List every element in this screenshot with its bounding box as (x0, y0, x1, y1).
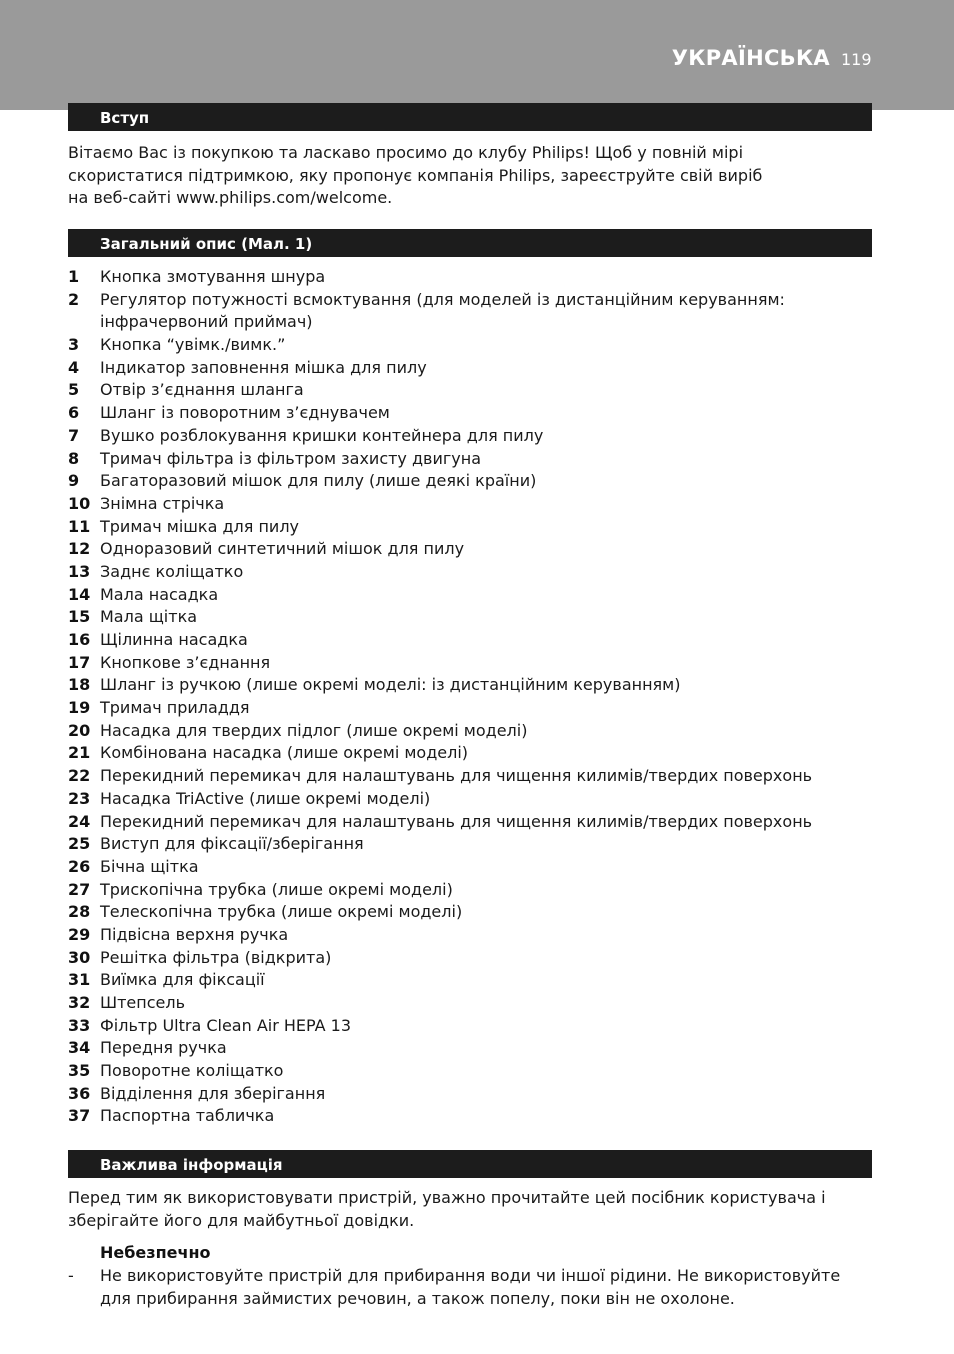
intro-line: Вітаємо Вас із покупкою та ласкаво просимо до клубу Philips! Щоб у повній мірі (68, 143, 744, 162)
list-item-text (100, 538, 464, 561)
list-item-line: Паспортна табличка (100, 1106, 275, 1126)
list-item-text (100, 901, 462, 924)
list-item-number: 34 (68, 1038, 91, 1058)
list-item-line: Відділення для зберігання (100, 1083, 326, 1103)
list-item-line: Поворотне коліщатко (100, 1061, 284, 1081)
list-item-number: 13 (68, 561, 91, 581)
list-item-number: 7 (68, 425, 80, 445)
list-item (0, 765, 954, 788)
list-item-text (100, 765, 812, 788)
list-item (0, 629, 954, 652)
danger-bullet-line: для прибирання займистих речовин, а також попелу, поки він не охолоне. (100, 1288, 735, 1308)
list-item-text (100, 742, 468, 765)
list-item-number: 21 (68, 743, 91, 763)
list-item-number: 18 (68, 675, 91, 695)
list-item-number: 22 (68, 766, 91, 786)
list-item-line: Кнопкове з’єднання (100, 652, 271, 672)
list-item (0, 1060, 954, 1083)
section-heading-intro: Вступ (68, 103, 872, 131)
list-item-number: 3 (68, 335, 80, 355)
list-item-number: 10 (68, 493, 91, 513)
list-item-line: Регулятор потужності всмоктування (для моделей із дистанційним керуванням: (100, 289, 785, 309)
list-item-number: 27 (68, 879, 91, 899)
list-item-number: 28 (68, 902, 91, 922)
danger-heading: Небезпечно (100, 1243, 211, 1262)
list-item-number: 32 (68, 993, 91, 1013)
list-item (0, 788, 954, 811)
list-item-line: Штепсель (100, 993, 186, 1013)
list-item-text (100, 357, 427, 380)
list-item-number: 26 (68, 856, 91, 876)
list-item (0, 947, 954, 970)
bullet-dash: - (68, 1266, 74, 1285)
list-item (0, 652, 954, 675)
list-item-number: 8 (68, 448, 80, 468)
page-header-bar (0, 0, 954, 110)
list-item (0, 425, 954, 448)
list-item-text (100, 652, 270, 675)
list-item-text (100, 879, 453, 902)
list-item-number: 37 (68, 1106, 91, 1126)
list-item-line: Заднє коліщатко (100, 561, 244, 581)
list-item-text (100, 969, 265, 992)
list-item (0, 992, 954, 1015)
list-item (0, 1083, 954, 1106)
list-item-number: 15 (68, 607, 91, 627)
list-item-number: 1 (68, 267, 80, 286)
list-item-number: 14 (68, 584, 91, 604)
list-item (0, 924, 954, 947)
list-item-text (100, 1037, 227, 1060)
list-item-number: 25 (68, 834, 91, 854)
list-item (0, 379, 954, 402)
list-item-line: Індикатор заповнення мішка для пилу (100, 357, 427, 377)
list-item-text (100, 1083, 325, 1106)
list-item (0, 289, 954, 334)
list-item-line: Тримач фільтра із фільтром захисту двигуна (100, 448, 482, 468)
list-item-text (100, 516, 299, 539)
list-item-text (100, 629, 248, 652)
list-item-text (100, 788, 430, 811)
list-item-number: 5 (68, 380, 80, 400)
list-item (0, 697, 954, 720)
list-item-number: 4 (68, 357, 80, 377)
list-item (0, 742, 954, 765)
list-item-line: Кнопка “увімк./вимк.” (100, 335, 286, 355)
list-item-text (100, 470, 536, 493)
list-item-text (100, 856, 199, 879)
list-item-number: 2 (68, 289, 80, 309)
list-item-line: Виїмка для фіксації (100, 970, 265, 990)
list-item-line: Щілинна насадка (100, 630, 248, 650)
parts-list (0, 266, 954, 1128)
list-item-text (100, 584, 218, 607)
list-item-number: 31 (68, 970, 91, 990)
list-item-line: Решітка фільтра (відкрита) (100, 947, 332, 967)
list-item-text (100, 379, 304, 402)
list-item-text (100, 448, 481, 471)
danger-bullet-line: Не використовуйте пристрій для прибирання води чи іншої рідини. Не використовуйте (100, 1266, 841, 1285)
list-item (0, 561, 954, 584)
list-item-line: Мала насадка (100, 584, 219, 604)
list-item-number: 19 (68, 698, 91, 718)
page-number: 119 (841, 50, 872, 69)
list-item (0, 606, 954, 629)
list-item (0, 674, 954, 697)
list-item (0, 879, 954, 902)
section-heading-general: Загальний опис (Мал. 1) (68, 229, 872, 257)
intro-paragraph (68, 142, 868, 210)
list-item (0, 470, 954, 493)
list-item-text (100, 697, 250, 720)
list-item (0, 448, 954, 471)
list-item-line: Тримач приладдя (100, 698, 250, 718)
list-item (0, 538, 954, 561)
list-item (0, 1015, 954, 1038)
list-item (0, 516, 954, 539)
list-item-text (100, 561, 243, 584)
list-item-number: 9 (68, 471, 80, 491)
important-line: Перед тим як використовувати пристрій, уважно прочитайте цей посібник користувача і (68, 1188, 826, 1207)
list-item-line: Кнопка змотування шнура (100, 267, 326, 286)
danger-bullet-text (100, 1265, 840, 1310)
list-item-line: Знімна стрічка (100, 493, 225, 513)
list-item-line: Вушко розблокування кришки контейнера для пилу (100, 425, 544, 445)
list-item-line: Підвісна верхня ручка (100, 924, 289, 944)
list-item-text (100, 992, 185, 1015)
list-item-line: Насадка для твердих підлог (лише окремі моделі) (100, 720, 528, 740)
list-item-text (100, 425, 543, 448)
list-item-line: Передня ручка (100, 1038, 227, 1058)
list-item (0, 969, 954, 992)
list-item-number: 24 (68, 811, 91, 831)
list-item-text (100, 924, 288, 947)
list-item-text (100, 833, 364, 856)
list-item-number: 6 (68, 403, 80, 423)
list-item-text (100, 1015, 351, 1038)
important-paragraph (68, 1187, 868, 1232)
list-item-text (100, 493, 224, 516)
list-item-number: 23 (68, 788, 91, 808)
list-item-text (100, 720, 527, 743)
list-item-text (100, 1060, 283, 1083)
list-item (0, 720, 954, 743)
list-item (0, 833, 954, 856)
list-item-line: Виступ для фіксації/зберігання (100, 834, 364, 854)
list-item-line: Шланг із ручкою (лише окремі моделі: із дистанційним керуванням) (100, 675, 681, 695)
list-item (0, 1037, 954, 1060)
list-item-line: Мала щітка (100, 607, 198, 627)
list-item (0, 584, 954, 607)
list-item-number: 11 (68, 516, 91, 536)
list-item-line: Одноразовий синтетичний мішок для пилу (100, 539, 465, 559)
list-item (0, 1105, 954, 1128)
list-item-line: Перекидний перемикач для налаштувань для чищення килимів/твердих поверхонь (100, 766, 813, 786)
list-item-text (100, 266, 325, 289)
list-item-line: Фільтр Ultra Clean Air HEPA 13 (100, 1015, 352, 1035)
list-item-line: Комбінована насадка (лише окремі моделі) (100, 743, 469, 763)
list-item-text (100, 402, 390, 425)
list-item-line: Багаторазовий мішок для пилу (лише деякі країни) (100, 471, 537, 491)
list-item-number: 33 (68, 1015, 91, 1035)
list-item-line: Перекидний перемикач для налаштувань для чищення килимів/твердих поверхонь (100, 811, 813, 831)
list-item-line: Тримач мішка для пилу (100, 516, 300, 536)
list-item-line: інфрачервоний приймач) (100, 312, 313, 332)
list-item-number: 36 (68, 1083, 91, 1103)
list-item (0, 811, 954, 834)
list-item (0, 901, 954, 924)
list-item-number: 20 (68, 720, 91, 740)
intro-line: скористатися підтримкою, яку пропонує компанія Philips, зареєструйте свій виріб (68, 165, 763, 185)
list-item (0, 402, 954, 425)
list-item (0, 357, 954, 380)
list-item-number: 17 (68, 652, 91, 672)
list-item (0, 856, 954, 879)
list-item-line: Трископічна трубка (лише окремі моделі) (100, 879, 453, 899)
list-item-text (100, 289, 785, 334)
list-item-line: Отвір з’єднання шланга (100, 380, 304, 400)
important-line: зберігайте його для майбутньої довідки. (68, 1210, 415, 1230)
list-item-line: Шланг із поворотним з’єднувачем (100, 403, 390, 423)
list-item-number: 30 (68, 947, 91, 967)
list-item-text (100, 947, 331, 970)
list-item (0, 266, 954, 289)
list-item-text (100, 1105, 274, 1128)
list-item (0, 334, 954, 357)
list-item-text (100, 674, 680, 697)
list-item (0, 493, 954, 516)
section-heading-important: Важлива інформація (68, 1150, 872, 1178)
list-item-number: 35 (68, 1061, 91, 1081)
list-item-line: Бічна щітка (100, 856, 199, 876)
list-item-number: 12 (68, 539, 91, 559)
list-item-number: 16 (68, 630, 91, 650)
language-title: УКРАЇНСЬКА (671, 46, 830, 70)
list-item-text (100, 811, 812, 834)
list-item-number: 29 (68, 924, 91, 944)
intro-line: на веб-сайті www.philips.com/welcome. (68, 188, 393, 208)
list-item-line: Телескопічна трубка (лише окремі моделі) (100, 902, 463, 922)
list-item-line: Насадка TriActive (лише окремі моделі) (100, 788, 431, 808)
list-item-text (100, 606, 197, 629)
list-item-text (100, 334, 285, 357)
